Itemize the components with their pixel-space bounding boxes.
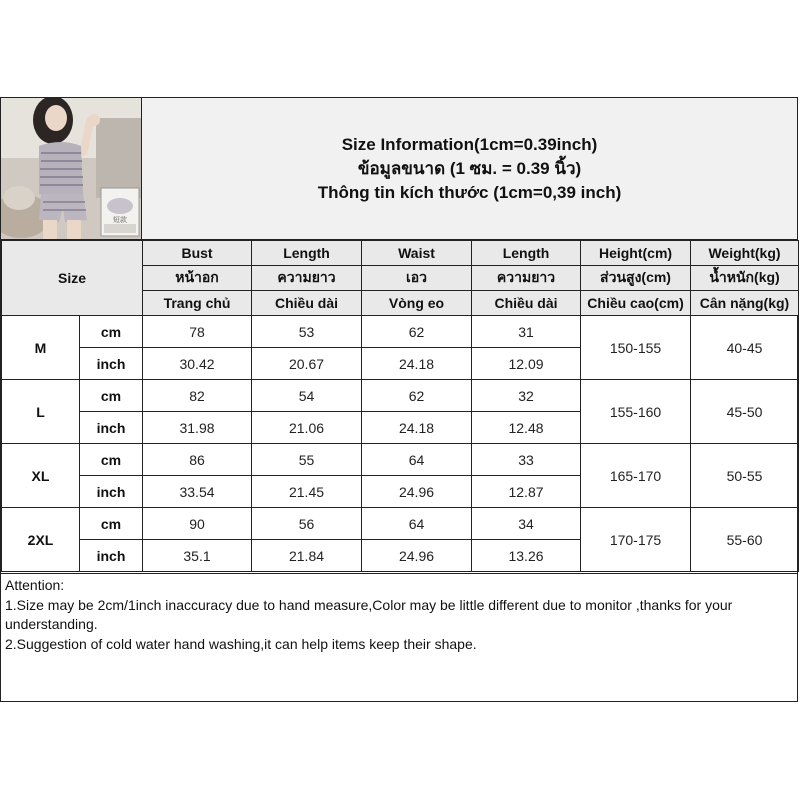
height-range: 150-155	[581, 316, 691, 380]
title-english: Size Information(1cm=0.39inch)	[341, 134, 598, 154]
header-waist-vi: Vòng eo	[362, 291, 472, 316]
length-2-cm: 31	[472, 316, 581, 348]
header-length-2: Length	[472, 241, 581, 266]
header-length: Length	[252, 241, 362, 266]
size-name: L	[2, 380, 80, 444]
length-inch: 21.06	[252, 412, 362, 444]
length-2-cm: 34	[472, 508, 581, 540]
length-2-inch: 12.09	[472, 348, 581, 380]
waist-cm: 62	[362, 316, 472, 348]
waist-inch: 24.18	[362, 348, 472, 380]
header-row-english	[2, 241, 799, 266]
unit-cm: cm	[80, 444, 143, 476]
waist-inch: 24.96	[362, 476, 472, 508]
bust-cm: 82	[143, 380, 252, 412]
header-waist-th: เอว	[362, 266, 472, 291]
title-vietnamese: Thông tin kích thước (1cm=0,39 inch)	[317, 182, 622, 202]
header-bust: Bust	[143, 241, 252, 266]
attention-notes	[1, 573, 797, 701]
waist-cm: 64	[362, 508, 472, 540]
header-weight-vi: Cân nặng(kg)	[691, 291, 799, 316]
length-2-inch: 12.48	[472, 412, 581, 444]
waist-cm: 62	[362, 380, 472, 412]
title-thai: ข้อมูลขนาด (1 ซม. = 0.39 นิ้ว)	[357, 158, 582, 178]
unit-inch: inch	[80, 540, 143, 572]
bust-inch: 33.54	[143, 476, 252, 508]
table-row	[2, 508, 799, 540]
notes-heading: Attention:	[5, 577, 65, 593]
length-cm: 54	[252, 380, 362, 412]
height-range: 165-170	[581, 444, 691, 508]
waist-inch: 24.18	[362, 412, 472, 444]
length-cm: 56	[252, 508, 362, 540]
header-length-2-vi: Chiều dài	[472, 291, 581, 316]
header-waist: Waist	[362, 241, 472, 266]
bust-cm: 86	[143, 444, 252, 476]
weight-range: 40-45	[691, 316, 799, 380]
unit-cm: cm	[80, 508, 143, 540]
header-length-2-th: ความยาว	[472, 266, 581, 291]
length-2-inch: 13.26	[472, 540, 581, 572]
weight-range: 50-55	[691, 444, 799, 508]
size-header: Size	[2, 241, 143, 316]
size-name: XL	[2, 444, 80, 508]
bust-inch: 30.42	[143, 348, 252, 380]
notes-line-1: 1.Size may be 2cm/1inch inaccuracy due to hand measure,Color may be little different due to monitor ,thanks for your understanding.	[5, 596, 733, 632]
length-2-inch: 12.87	[472, 476, 581, 508]
unit-cm: cm	[80, 316, 143, 348]
bust-cm: 78	[143, 316, 252, 348]
unit-inch: inch	[80, 476, 143, 508]
title-block	[142, 98, 797, 240]
table-row	[2, 316, 799, 348]
unit-inch: inch	[80, 412, 143, 444]
badge-text: 短款	[113, 217, 127, 224]
header-weight-th: น้ำหนัก(kg)	[691, 266, 799, 291]
length-cm: 53	[252, 316, 362, 348]
header-length-th: ความยาว	[252, 266, 362, 291]
weight-range: 45-50	[691, 380, 799, 444]
size-name: M	[2, 316, 80, 380]
unit-inch: inch	[80, 348, 143, 380]
table-row	[2, 380, 799, 412]
bust-inch: 31.98	[143, 412, 252, 444]
length-inch: 21.84	[252, 540, 362, 572]
size-chart	[0, 97, 798, 702]
length-2-cm: 32	[472, 380, 581, 412]
bust-cm: 90	[143, 508, 252, 540]
height-range: 170-175	[581, 508, 691, 572]
bust-inch: 35.1	[143, 540, 252, 572]
table-row	[2, 444, 799, 476]
product-photo	[1, 98, 142, 240]
weight-range: 55-60	[691, 508, 799, 572]
size-table	[1, 240, 799, 572]
waist-inch: 24.96	[362, 540, 472, 572]
size-name: 2XL	[2, 508, 80, 572]
header-height-th: ส่วนสูง(cm)	[581, 266, 691, 291]
length-inch: 20.67	[252, 348, 362, 380]
length-cm: 55	[252, 444, 362, 476]
unit-cm: cm	[80, 380, 143, 412]
header-height-vi: Chiều cao(cm)	[581, 291, 691, 316]
notes-line-2: 2.Suggestion of cold water hand washing,it can help items keep their shape.	[5, 635, 477, 652]
height-range: 155-160	[581, 380, 691, 444]
header-bust-th: หน้าอก	[143, 266, 252, 291]
header-length-vi: Chiều dài	[252, 291, 362, 316]
header-bust-vi: Trang chủ	[143, 291, 252, 316]
header-height: Height(cm)	[581, 241, 691, 266]
length-inch: 21.45	[252, 476, 362, 508]
waist-cm: 64	[362, 444, 472, 476]
header-weight: Weight(kg)	[691, 241, 799, 266]
length-2-cm: 33	[472, 444, 581, 476]
